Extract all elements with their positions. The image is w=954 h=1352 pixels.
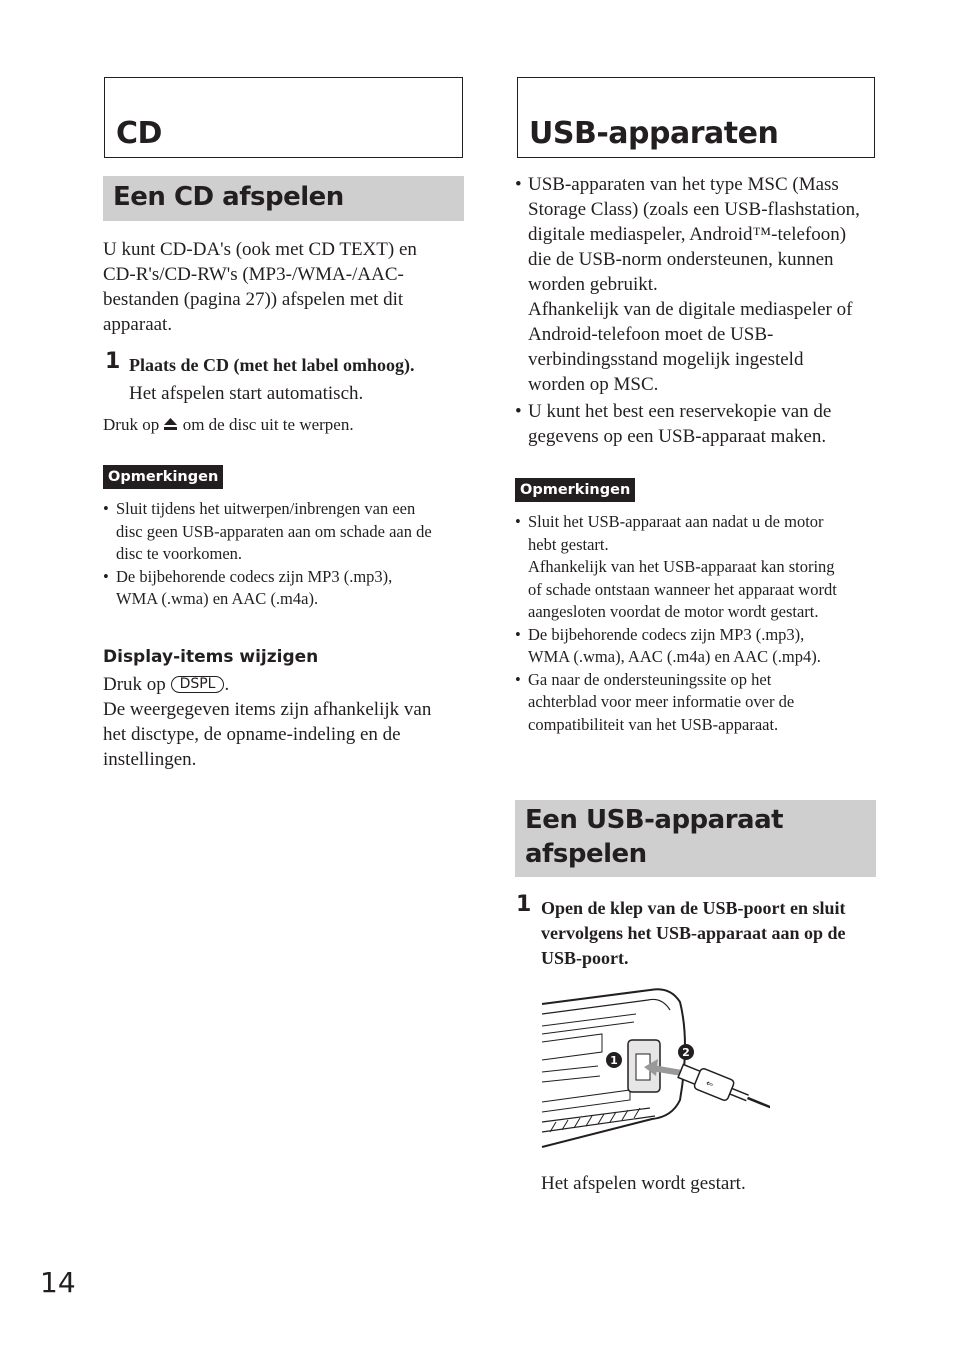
note-line: disc geen USB-apparaten aan om schade aan de [116,521,432,541]
bullet-line: Storage Class) (zoals een USB-flashstation, [528,199,860,220]
display-prefix: Druk op [103,674,166,695]
dspl-key-icon: DSPL [171,676,225,693]
usb-step-text [541,896,881,971]
bullet-line: • USB-apparaten van het type MSC (Mass [528,174,839,195]
eject-prefix: Druk op [103,415,160,434]
note-line: • Ga naar de ondersteuningssite op het [528,669,772,689]
usb-illustration-svg [540,982,770,1152]
step-text: Het afspelen start automatisch. [129,383,364,404]
display-instruction [103,672,229,697]
bullet-line: Afhankelijk van de digitale mediaspeler of [528,299,853,320]
display-line: De weergegeven items zijn afhankelijk van [103,699,432,720]
section-title-line: Een USB-apparaat [525,805,784,835]
section-header-play-usb [515,800,876,877]
note-item [515,511,880,624]
step-line: Open de klep van de USB-poort en sluit [541,898,846,918]
intro-line: U kunt CD-DA's (ook met CD TEXT) en [103,239,417,260]
bullet-line: worden gebruikt. [528,274,658,295]
section-title: Een CD afspelen [113,182,344,212]
step-line: vervolgens het USB-apparaat aan op de [541,923,846,943]
display-paragraph [103,697,463,772]
note-line: • Sluit het USB-apparaat aan nadat u de motor [528,512,824,531]
display-line: instellingen. [103,749,197,770]
bullet-line: • U kunt het best een reservekopie van de [528,401,832,422]
eject-icon [163,415,178,429]
note-line: • Sluit tijdens het uitwerpen/inbrengen van een [116,499,416,518]
page-number: 14 [40,1266,76,1299]
usb-notes-list [515,511,880,736]
step-number: 1 [516,892,532,917]
bullet-line: digitale mediaspeler, Android™-telefoon) [528,224,847,245]
svg-text:⇐: ⇐ [704,1078,715,1091]
note-line: disc te voorkomen. [116,544,243,563]
step-title: Plaats de CD (met het label omhoog). [129,355,415,375]
chapter-title: USB-apparaten [529,116,779,151]
section-header-play-cd [103,176,464,221]
step-number: 1 [105,349,121,374]
usb-bullet [515,399,880,449]
eject-suffix: om de disc uit te werpen. [182,415,354,434]
notes-label: Opmerkingen [103,465,223,489]
intro-paragraph [103,237,463,337]
display-heading: Display-items wijzigen [103,647,319,667]
note-line: • De bijbehorende codecs zijn MP3 (.mp3), [116,566,393,586]
note-line: WMA (.wma) en AAC (.m4a). [116,589,319,608]
section-title-line: afspelen [525,839,647,869]
display-line: het disctype, de opname-indeling en de [103,724,401,745]
usb-bullets [515,172,880,449]
callout-2-label: 2 [682,1046,690,1059]
callout-1-label: 1 [610,1054,618,1067]
note-item [103,498,463,566]
step-line: USB-poort. [541,948,629,968]
note-line: hebt gestart. [528,534,609,554]
usb-bullet [515,172,880,397]
notes-list [103,498,463,611]
bullet-line: die de USB-norm ondersteunen, kunnen [528,249,834,270]
after-figure-text: Het afspelen wordt gestart. [541,1173,746,1194]
intro-line: apparaat. [103,314,173,335]
usb-connection-illustration [540,982,770,1152]
note-line: achterblad voor meer informatie over de [528,692,795,711]
note-line: WMA (.wma), AAC (.m4a) en AAC (.mp4). [528,647,821,666]
note-line: of schade ontstaan wanneer het apparaat wordt [528,579,837,599]
note-line: aangesloten voordat de motor wordt gestart. [528,602,819,621]
bullet-line: worden op MSC. [528,374,659,395]
eject-instruction [103,414,354,437]
note-item [103,566,463,611]
notes-label: Opmerkingen [515,478,635,502]
bullet-line: verbindingsstand mogelijk ingesteld [528,349,804,370]
note-item [515,669,880,737]
intro-line: bestanden (pagina 27)) afspelen met dit [103,289,404,310]
note-line: Afhankelijk van het USB-apparaat kan storing [528,557,835,576]
chapter-title: CD [116,116,162,151]
bullet-line: gegevens op een USB-apparaat maken. [528,426,827,447]
bullet-line: Android-telefoon moet de USB- [528,324,774,345]
note-line: compatibiliteit van het USB-apparaat. [528,714,779,734]
chapter-header-cd [104,77,463,158]
note-item [515,624,880,669]
chapter-header-usb [517,77,875,158]
intro-line: CD-R's/CD-RW's (MP3-/WMA-/AAC- [103,264,404,285]
note-line: • De bijbehorende codecs zijn MP3 (.mp3), [528,624,805,644]
display-suffix: . [224,674,230,695]
